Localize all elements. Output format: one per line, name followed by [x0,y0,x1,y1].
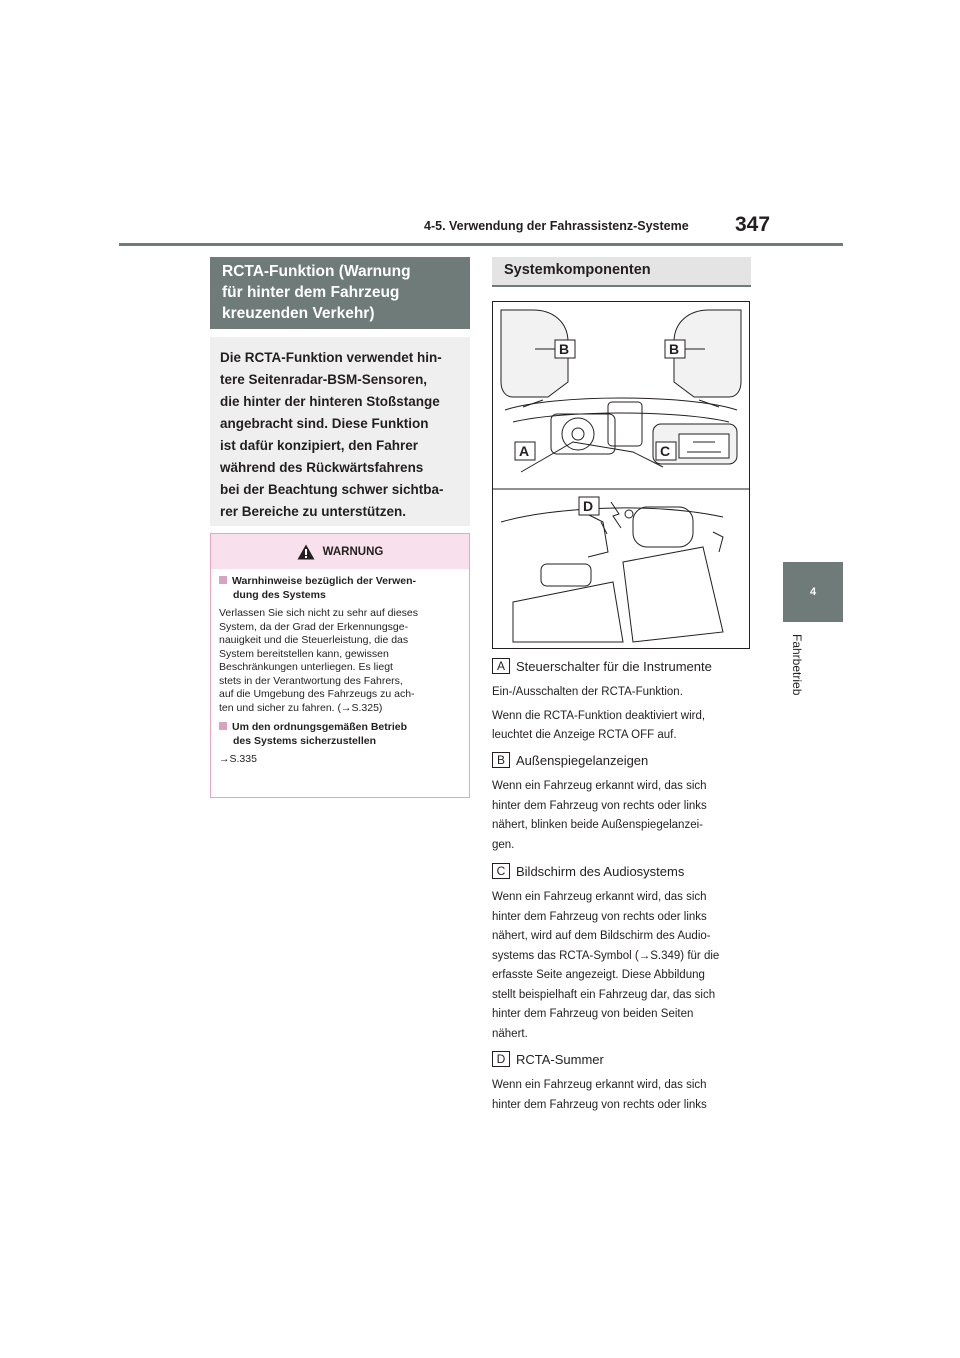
component-line: Wenn die RCTA-Funktion deaktiviert wird, [492,709,706,722]
component-line: leuchtet die Anzeige RCTA OFF auf. [492,729,677,741]
chapter-tab [783,562,843,622]
component-line: erfasste Seite angezeigt. Diese Abbildung [492,969,705,981]
rcta-title-line: kreuzenden Verkehr) [222,305,375,322]
component-title: Steuerschalter für die Instrumente [516,658,712,674]
page-number: 347 [735,213,771,236]
rcta-intro [210,337,470,526]
component-label-badge: C [492,863,510,879]
component-item-a [492,657,754,746]
component-paragraph [492,777,754,855]
component-paragraph [492,707,754,746]
warning-line: Beschränkungen unterliegen. Es liegt [219,661,393,673]
square-bullet-icon [219,722,227,730]
rcta-intro-line: Die RCTA-Funktion verwendet hin- [220,350,442,365]
component-line: hinter dem Fahrzeug von rechts oder links [492,799,707,812]
warning-header [211,534,469,569]
component-label-badge: A [492,658,510,674]
figure-label-d: D [583,498,594,514]
warning-heading-line [219,575,461,589]
figure-label-a: A [519,443,530,459]
component-label-badge: B [492,752,510,768]
rcta-intro-line: rer Bereiche zu unterstützen. [220,504,407,519]
component-line: stellt beispielhaft ein Fahrzeug dar, das sich [492,988,716,1001]
warning-title: WARNUNG [322,545,384,558]
component-line: systems das RCTA-Symbol (→S.349) für die [492,949,720,962]
rcta-section-title [210,257,470,329]
warning-line: System, da der Grad der Erkennungsge- [219,620,409,633]
component-line: Ein-/Ausschalten der RCTA-Funktion. [492,686,683,698]
component-line: nähert. [492,1027,528,1040]
component-heading [492,751,754,769]
rcta-intro-line: tere Seitenradar-BSM-Sensoren, [220,372,428,387]
rcta-intro-line: ist dafür konzipiert, den Fahrer [220,438,419,453]
component-title: Bildschirm des Audiosystems [516,863,685,879]
figure-label-b-right: B [669,341,680,357]
component-heading [492,1050,754,1068]
warning-heading-text: Um den ordnungsgemäßen Betrieb [232,721,408,733]
component-line: nähert, blinken beide Außenspiegelanzei- [492,819,703,831]
component-line: hinter dem Fahrzeug von rechts oder links [492,1098,707,1111]
chapter-number: 4 [809,586,817,598]
warning-heading-line [219,721,461,735]
component-heading [492,657,754,675]
warning-heading-1 [219,575,461,602]
warning-line: ten und sicher zu fahren. (→S.325) [219,701,383,714]
chapter-label-box [790,634,804,724]
rcta-intro-line: während des Rückwärtsfahrens [220,460,424,475]
warning-heading-2 [219,721,461,748]
component-paragraph [492,1076,754,1115]
warning-line: System bereitstellen kann, gewissen [219,647,389,660]
header-rule [119,243,843,246]
warning-paragraph-1 [219,607,461,715]
rcta-intro-line: bei der Beachtung schwer sichtba- [220,482,444,497]
figure-label-b-left: B [559,341,570,357]
component-line: hinter dem Fahrzeug von beiden Seiten [492,1008,694,1020]
rcta-intro-line: die hinter der hinteren Stoßstange [220,394,440,409]
component-line: Wenn ein Fahrzeug erkannt wird, das sich [492,891,707,903]
rcta-title-line: für hinter dem Fahrzeug [222,284,400,301]
component-line: hinter dem Fahrzeug von rechts oder links [492,910,707,923]
square-bullet-icon [219,576,227,584]
rcta-intro-line: angebracht sind. Diese Funktion [220,416,429,431]
warning-heading-line: des Systems sicherzustellen [233,734,376,747]
component-line: Wenn ein Fahrzeug erkannt wird, das sich [492,1079,707,1091]
component-line: Wenn ein Fahrzeug erkannt wird, das sich [492,780,707,792]
component-label-badge: D [492,1051,510,1067]
car-interior-illustration [493,302,749,648]
warning-triangle-icon [297,544,315,560]
component-title: Außenspiegelanzeigen [516,752,649,768]
chapter-label: Fahrbetrieb [790,634,804,696]
warning-content [211,569,469,767]
warning-line: nauigkeit und die Steuerleistung, die das [219,634,409,646]
warning-heading-text: Warnhinweise bezüglich der Verwen- [232,575,416,587]
warning-box [210,533,470,798]
warning-line: Verlassen Sie sich nicht zu sehr auf dieses [219,607,419,619]
section-header: 4-5. Verwendung der Fahrassistenz-Systeme [424,219,689,233]
warning-line: stets in der Verantwortung des Fahrers, [219,674,403,687]
component-paragraph [492,683,754,703]
warning-paragraph-2: →S.335 [219,753,257,765]
figure-label-c: C [660,443,671,459]
rcta-title-line: RCTA-Funktion (Warnung [222,263,411,280]
warning-line: auf die Umgebung des Fahrzeugs zu ach- [219,688,415,700]
component-heading [492,862,754,880]
component-line: gen. [492,838,515,851]
component-line: nähert, wird auf dem Bildschirm des Audio- [492,930,711,942]
component-item-d [492,1050,754,1115]
system-figure [492,301,750,649]
component-item-c [492,862,754,1044]
warning-heading-line: dung des Systems [233,588,326,601]
system-components-title: Systemkomponenten [492,257,751,287]
component-item-b [492,751,754,855]
component-paragraph [492,888,754,1044]
component-title: RCTA-Summer [516,1051,604,1067]
